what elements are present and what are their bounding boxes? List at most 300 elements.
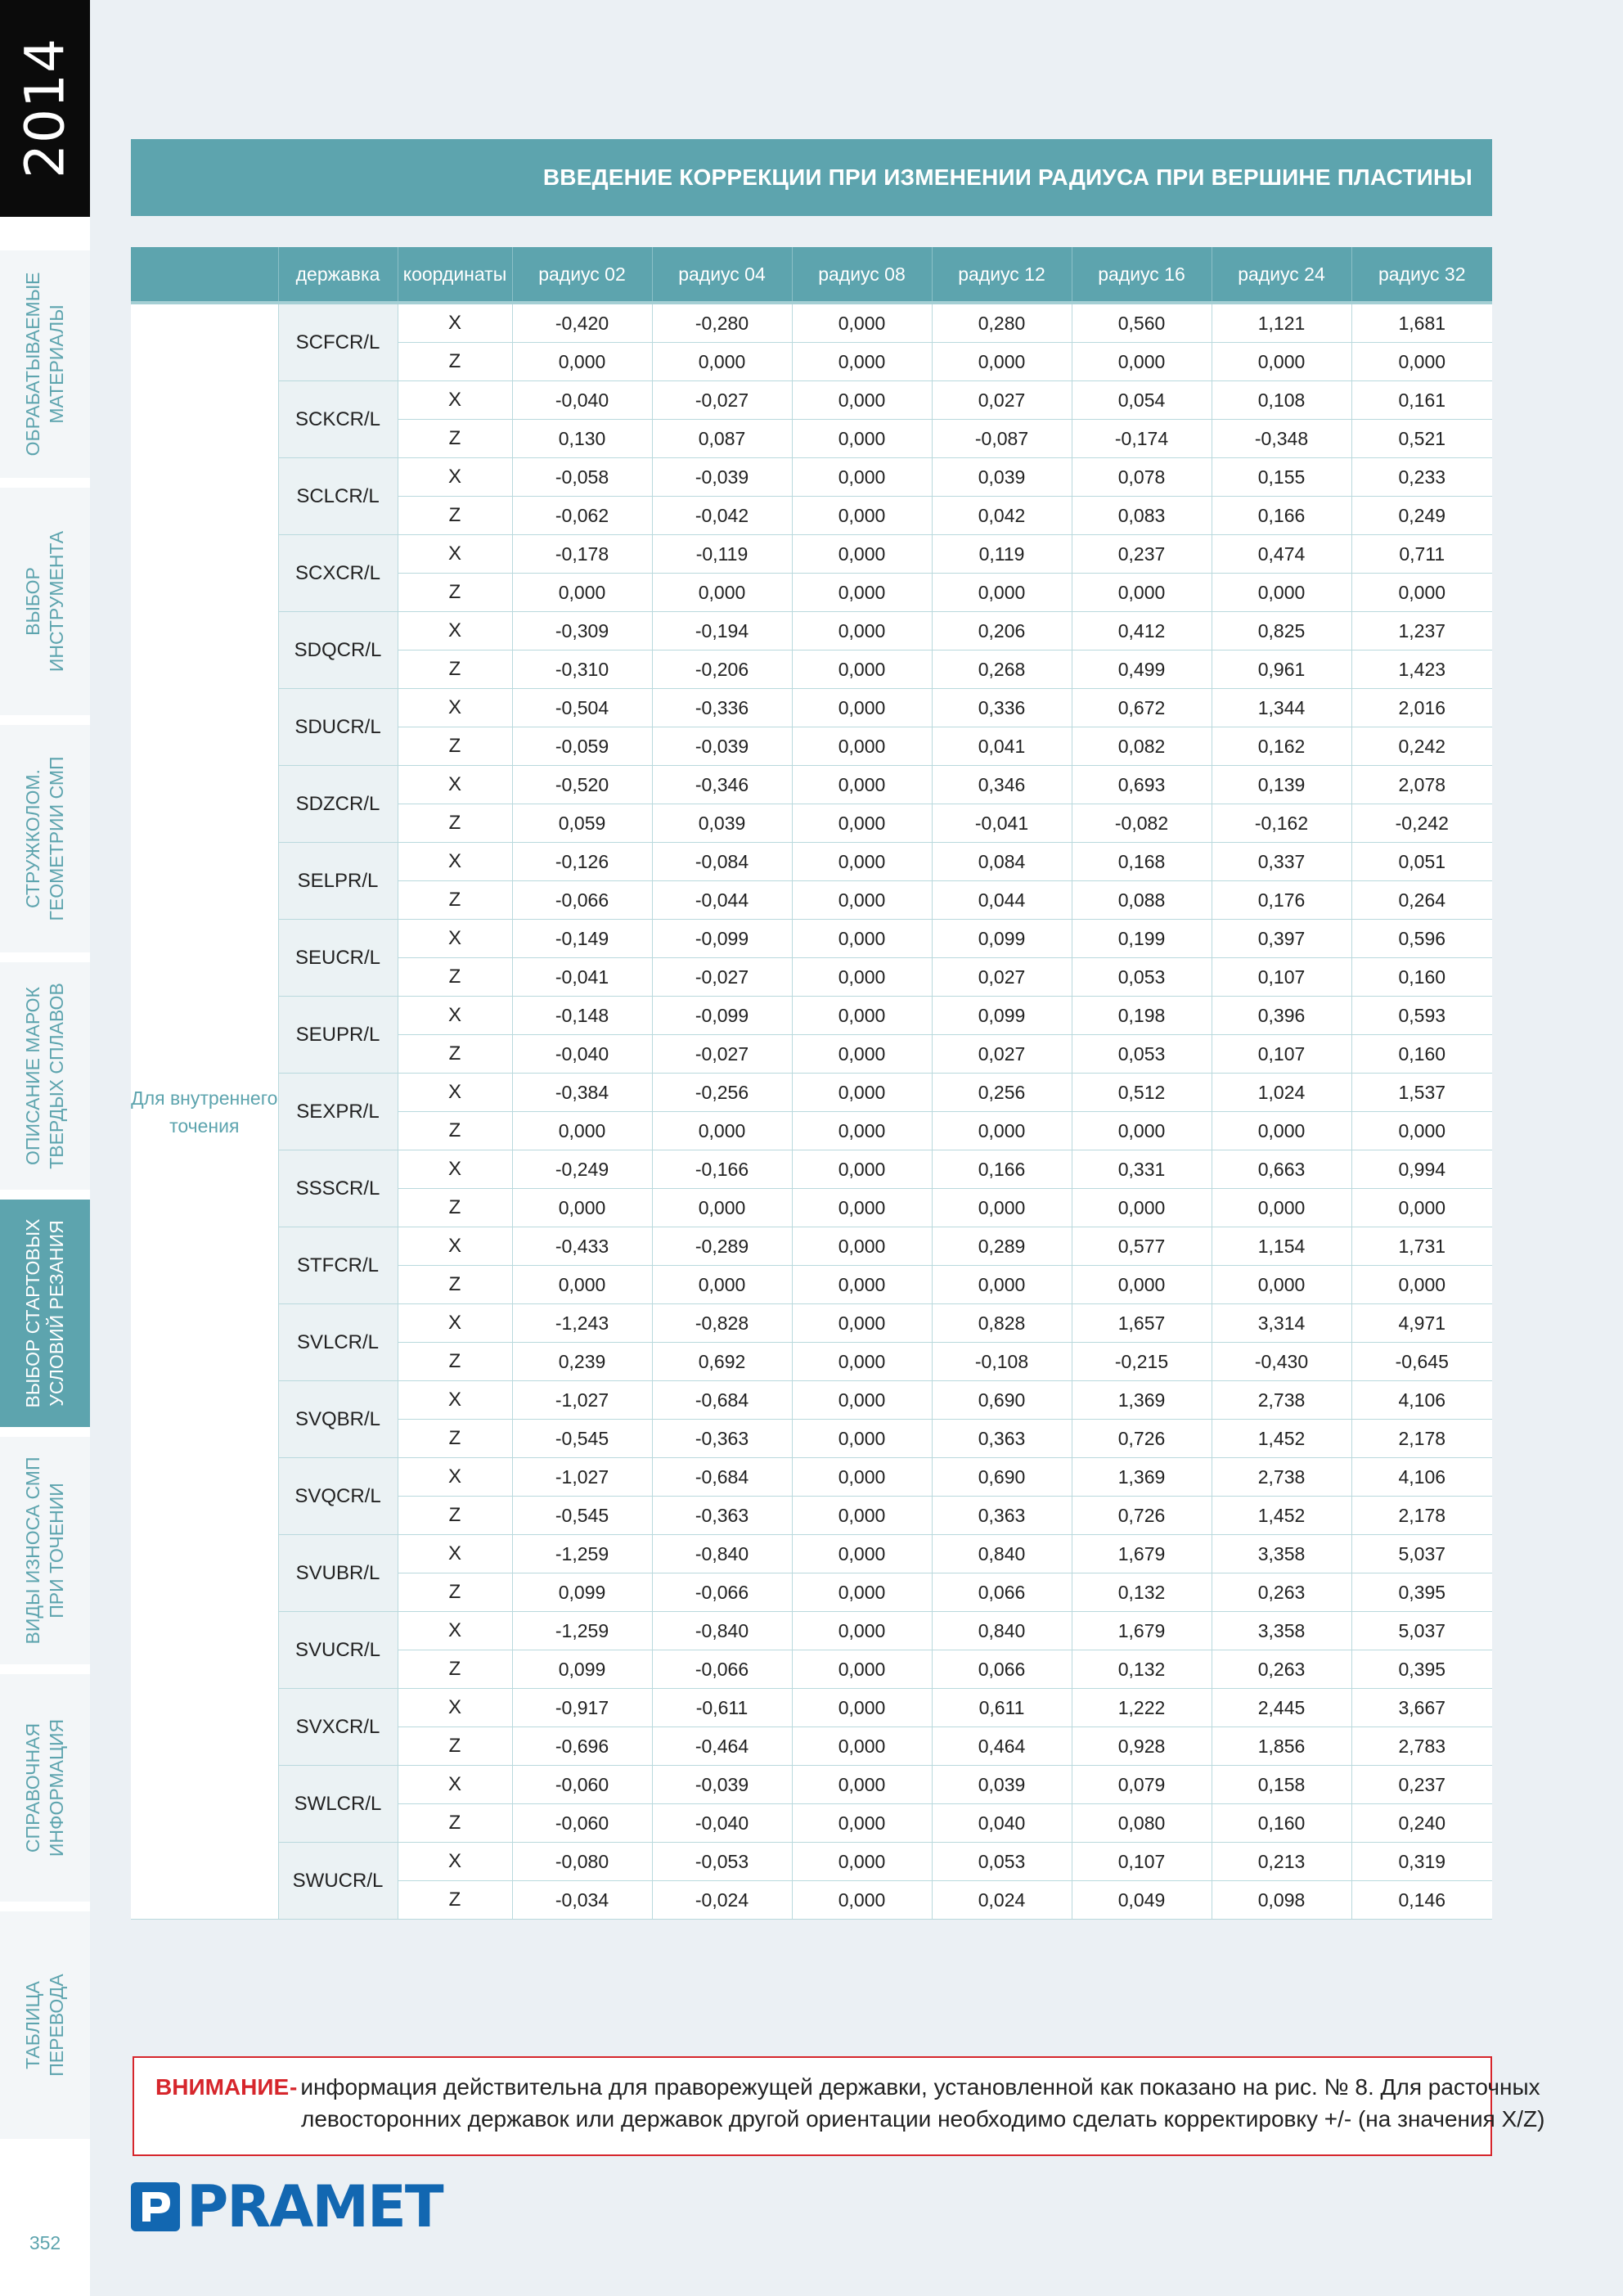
value-cell: -0,174 (1072, 420, 1212, 458)
coordinate-cell: X (398, 920, 512, 958)
value-cell: 1,731 (1351, 1227, 1492, 1266)
value-cell: -0,336 (652, 689, 792, 727)
value-cell: 0,840 (932, 1535, 1072, 1573)
warning-label: ВНИМАНИЕ (155, 2074, 290, 2100)
group-label: Для внутреннего точения (131, 303, 278, 1920)
value-cell: 0,000 (1072, 574, 1212, 612)
value-cell: 0,059 (512, 804, 652, 843)
column-header (131, 247, 278, 303)
value-cell: 0,000 (512, 1266, 652, 1304)
value-cell: -0,062 (512, 497, 652, 535)
value-cell: 0,000 (792, 1612, 932, 1650)
value-cell: 0,040 (932, 1804, 1072, 1843)
warning-text (290, 2071, 1545, 2135)
value-cell: -1,027 (512, 1381, 652, 1420)
holder-cell: SVQCR/L (278, 1458, 398, 1535)
value-cell: 0,000 (792, 535, 932, 574)
value-cell: 1,856 (1212, 1727, 1351, 1766)
value-cell: 0,000 (792, 1458, 932, 1497)
value-cell: 0,000 (1072, 1266, 1212, 1304)
value-cell: 2,783 (1351, 1727, 1492, 1766)
value-cell: 0,080 (1072, 1804, 1212, 1843)
sidebar (0, 0, 90, 2296)
value-cell: -0,080 (512, 1843, 652, 1881)
table-row (131, 1304, 1492, 1343)
value-cell: 0,000 (1351, 343, 1492, 381)
value-cell: 0,051 (1351, 843, 1492, 881)
coordinate-cell: X (398, 689, 512, 727)
sidebar-tab-5[interactable] (0, 1195, 90, 1427)
value-cell: -0,053 (652, 1843, 792, 1881)
value-cell: 0,000 (932, 1189, 1072, 1227)
section-title: ВВЕДЕНИЕ КОРРЕКЦИИ ПРИ ИЗМЕНЕНИИ РАДИУСА ПРИ ВЕРШИНЕ ПЛАСТИНЫ (542, 164, 1472, 190)
table-row (131, 1689, 1492, 1727)
value-cell: 0,337 (1212, 843, 1351, 881)
value-cell: 2,738 (1212, 1381, 1351, 1420)
value-cell: 0,994 (1351, 1150, 1492, 1189)
coordinate-cell: Z (398, 574, 512, 612)
value-cell: -0,206 (652, 651, 792, 689)
value-cell: 0,084 (932, 843, 1072, 881)
value-cell: -0,289 (652, 1227, 792, 1266)
value-cell: 0,000 (932, 343, 1072, 381)
value-cell: -0,684 (652, 1381, 792, 1420)
value-cell: 0,000 (512, 1112, 652, 1150)
value-cell: 0,161 (1351, 381, 1492, 420)
column-header: радиус 04 (652, 247, 792, 303)
value-cell: -0,060 (512, 1804, 652, 1843)
value-cell: 0,053 (1072, 958, 1212, 997)
value-cell: 0,000 (792, 1535, 932, 1573)
value-cell: -0,840 (652, 1535, 792, 1573)
value-cell: 0,168 (1072, 843, 1212, 881)
value-cell: 0,346 (932, 766, 1072, 804)
value-cell: 0,319 (1351, 1843, 1492, 1881)
logo-text: PRAMET (187, 2173, 443, 2240)
holder-cell: SCFCR/L (278, 303, 398, 381)
value-cell: -0,027 (652, 381, 792, 420)
value-cell: 1,222 (1072, 1689, 1212, 1727)
holder-cell: SEUPR/L (278, 997, 398, 1074)
table-row (131, 458, 1492, 497)
value-cell: 0,280 (932, 303, 1072, 343)
value-cell: 0,242 (1351, 727, 1492, 766)
value-cell: -0,058 (512, 458, 652, 497)
value-cell: 0,160 (1351, 1035, 1492, 1074)
value-cell: 0,087 (652, 420, 792, 458)
value-cell: 2,016 (1351, 689, 1492, 727)
value-cell: 0,726 (1072, 1420, 1212, 1458)
value-cell: -0,696 (512, 1727, 652, 1766)
coordinate-cell: Z (398, 1497, 512, 1535)
value-cell: 0,083 (1072, 497, 1212, 535)
table-row (131, 689, 1492, 727)
value-cell: 0,000 (512, 343, 652, 381)
coordinate-cell: Z (398, 420, 512, 458)
page-number: 352 (29, 2232, 61, 2253)
value-cell: -0,348 (1212, 420, 1351, 458)
value-cell: 3,314 (1212, 1304, 1351, 1343)
value-cell: 0,107 (1072, 1843, 1212, 1881)
value-cell: 0,593 (1351, 997, 1492, 1035)
table-row (131, 766, 1492, 804)
value-cell: -0,828 (652, 1304, 792, 1343)
value-cell: -0,430 (1212, 1343, 1351, 1381)
value-cell: 1,679 (1072, 1612, 1212, 1650)
value-cell: 0,336 (932, 689, 1072, 727)
value-cell: 0,039 (652, 804, 792, 843)
value-cell: 0,000 (1351, 1112, 1492, 1150)
value-cell: 0,464 (932, 1727, 1072, 1766)
value-cell: -0,149 (512, 920, 652, 958)
value-cell: -0,166 (652, 1150, 792, 1189)
value-cell: 0,263 (1212, 1573, 1351, 1612)
value-cell: -0,087 (932, 420, 1072, 458)
table-row (131, 1535, 1492, 1573)
coordinate-cell: X (398, 1843, 512, 1881)
value-cell: 0,000 (792, 1804, 932, 1843)
value-cell: 0,155 (1212, 458, 1351, 497)
value-cell: 0,166 (1212, 497, 1351, 535)
value-cell: 0,088 (1072, 881, 1212, 920)
value-cell: 0,263 (1212, 1650, 1351, 1689)
sidebar-tab-label: ВЫБОР СТАРТОВЫХ УСЛОВИЙ РЕЗАНИЯ (22, 1218, 67, 1408)
value-cell: 0,693 (1072, 766, 1212, 804)
holder-cell: SCXCR/L (278, 535, 398, 612)
value-cell: 0,396 (1212, 997, 1351, 1035)
value-cell: 0,000 (932, 574, 1072, 612)
value-cell: 1,452 (1212, 1497, 1351, 1535)
value-cell: -0,162 (1212, 804, 1351, 843)
coordinate-cell: Z (398, 1189, 512, 1227)
value-cell: 0,249 (1351, 497, 1492, 535)
value-cell: 2,178 (1351, 1420, 1492, 1458)
value-cell: 0,082 (1072, 727, 1212, 766)
value-cell: 0,256 (932, 1074, 1072, 1112)
value-cell: 0,042 (932, 497, 1072, 535)
value-cell: 0,240 (1351, 1804, 1492, 1843)
column-header: радиус 32 (1351, 247, 1492, 303)
value-cell: -0,039 (652, 1766, 792, 1804)
coordinate-cell: Z (398, 727, 512, 766)
value-cell: -0,840 (652, 1612, 792, 1650)
value-cell: 0,596 (1351, 920, 1492, 958)
value-cell: 0,146 (1351, 1881, 1492, 1920)
coordinate-cell: X (398, 612, 512, 651)
value-cell: 0,000 (792, 1266, 932, 1304)
value-cell: 0,000 (1072, 1112, 1212, 1150)
value-cell: -1,027 (512, 1458, 652, 1497)
coordinate-cell: Z (398, 1112, 512, 1150)
table-header-row (131, 247, 1492, 303)
value-cell: -0,280 (652, 303, 792, 343)
value-cell: 0,000 (1072, 343, 1212, 381)
value-cell: -0,108 (932, 1343, 1072, 1381)
coordinate-cell: Z (398, 1343, 512, 1381)
value-cell: 4,106 (1351, 1381, 1492, 1420)
value-cell: 0,690 (932, 1381, 1072, 1420)
value-cell: 0,000 (652, 1189, 792, 1227)
value-cell: 0,066 (932, 1650, 1072, 1689)
table-row (131, 1381, 1492, 1420)
value-cell: 0,672 (1072, 689, 1212, 727)
value-cell: 0,158 (1212, 1766, 1351, 1804)
value-cell: 0,000 (792, 1497, 932, 1535)
value-cell: 0,044 (932, 881, 1072, 920)
coordinate-cell: Z (398, 1420, 512, 1458)
value-cell: 0,264 (1351, 881, 1492, 920)
value-cell: 0,039 (932, 1766, 1072, 1804)
table-row (131, 997, 1492, 1035)
column-header: радиус 08 (792, 247, 932, 303)
value-cell: -0,084 (652, 843, 792, 881)
value-cell: 0,237 (1072, 535, 1212, 574)
value-cell: 0,213 (1212, 1843, 1351, 1881)
holder-cell: SDZCR/L (278, 766, 398, 843)
value-cell: 0,139 (1212, 766, 1351, 804)
value-cell: 0,000 (792, 1727, 932, 1766)
value-cell: -0,215 (1072, 1343, 1212, 1381)
value-cell: 0,000 (792, 1766, 932, 1804)
column-header: радиус 16 (1072, 247, 1212, 303)
value-cell: -0,178 (512, 535, 652, 574)
value-cell: -0,099 (652, 997, 792, 1035)
value-cell: 0,363 (932, 1420, 1072, 1458)
coordinate-cell: X (398, 1304, 512, 1343)
value-cell: -0,520 (512, 766, 652, 804)
pramet-p-icon (131, 2182, 180, 2231)
coordinate-cell: Z (398, 804, 512, 843)
coordinate-cell: X (398, 458, 512, 497)
value-cell: -0,059 (512, 727, 652, 766)
value-cell: 0,000 (652, 574, 792, 612)
value-cell: -0,024 (652, 1881, 792, 1920)
value-cell: 0,000 (792, 997, 932, 1035)
table-row (131, 1612, 1492, 1650)
sidebar-tab-8[interactable] (0, 1907, 90, 2139)
holder-cell: SVUCR/L (278, 1612, 398, 1689)
holder-cell: SVLCR/L (278, 1304, 398, 1381)
value-cell: 0,690 (932, 1458, 1072, 1497)
value-cell: 0,162 (1212, 727, 1351, 766)
table-row (131, 535, 1492, 574)
holder-cell: SWLCR/L (278, 1766, 398, 1843)
value-cell: 1,423 (1351, 651, 1492, 689)
value-cell: 0,000 (792, 920, 932, 958)
coordinate-cell: Z (398, 1035, 512, 1074)
value-cell: 0,000 (792, 1227, 932, 1266)
section-header (131, 139, 1492, 216)
value-cell: 0,000 (1212, 1112, 1351, 1150)
value-cell: -0,060 (512, 1766, 652, 1804)
value-cell: 0,000 (792, 1381, 932, 1420)
value-cell: 0,000 (792, 1304, 932, 1343)
value-cell: -0,126 (512, 843, 652, 881)
sidebar-tab-3[interactable] (0, 720, 90, 952)
value-cell: 0,166 (932, 1150, 1072, 1189)
holder-cell: SVXCR/L (278, 1689, 398, 1766)
sidebar-tab-6[interactable] (0, 1432, 90, 1664)
value-cell: 0,395 (1351, 1573, 1492, 1612)
value-cell: 2,445 (1212, 1689, 1351, 1727)
value-cell: -1,259 (512, 1535, 652, 1573)
value-cell: -0,040 (512, 1035, 652, 1074)
sidebar-tab-7[interactable] (0, 1669, 90, 1902)
coordinate-cell: X (398, 1535, 512, 1573)
value-cell: -1,243 (512, 1304, 652, 1343)
value-cell: 1,452 (1212, 1420, 1351, 1458)
value-cell: 0,560 (1072, 303, 1212, 343)
value-cell: 0,000 (1212, 343, 1351, 381)
value-cell: -0,039 (652, 458, 792, 497)
value-cell: 1,154 (1212, 1227, 1351, 1266)
value-cell: 0,000 (792, 303, 932, 343)
value-cell: 0,233 (1351, 458, 1492, 497)
table-row (131, 303, 1492, 343)
coordinate-cell: Z (398, 1881, 512, 1920)
sidebar-tab-label: ОПИСАНИЕ МАРОК ТВЕРДЫХ СПЛАВОВ (22, 983, 67, 1169)
value-cell: -1,259 (512, 1612, 652, 1650)
holder-cell: SWUCR/L (278, 1843, 398, 1920)
table-row (131, 1843, 1492, 1881)
value-cell: 0,363 (932, 1497, 1072, 1535)
value-cell: 0,000 (792, 574, 932, 612)
value-cell: 5,037 (1351, 1535, 1492, 1573)
value-cell: 0,107 (1212, 1035, 1351, 1074)
value-cell: -0,249 (512, 1150, 652, 1189)
value-cell: -0,119 (652, 535, 792, 574)
holder-cell: SVUBR/L (278, 1535, 398, 1612)
value-cell: 0,041 (932, 727, 1072, 766)
sidebar-tab-label: ВЫБОР ИНСТРУМЕНТА (22, 530, 67, 673)
sidebar-tab-label: ТАБЛИЦА ПЕРЕВОДА (22, 1974, 67, 2077)
value-cell: 0,000 (792, 843, 932, 881)
value-cell: -0,066 (652, 1650, 792, 1689)
coordinate-cell: X (398, 303, 512, 343)
warning-dash: - (290, 2074, 298, 2100)
holder-cell: SSSCR/L (278, 1150, 398, 1227)
value-cell: -0,256 (652, 1074, 792, 1112)
value-cell: 0,000 (1351, 1189, 1492, 1227)
value-cell: -0,420 (512, 303, 652, 343)
coordinate-cell: Z (398, 1266, 512, 1304)
table-row (131, 612, 1492, 651)
value-cell: 0,199 (1072, 920, 1212, 958)
warning-body: информация действительна для праворежущей державки, установленной как показано на рис. № 8. Для расточных левосторонних державок или державок другой ориентации необходимо сделать корректировку +/- (на значения X/Z) (300, 2074, 1545, 2132)
holder-cell: SEXPR/L (278, 1074, 398, 1150)
coordinate-cell: Z (398, 1804, 512, 1843)
value-cell: 0,054 (1072, 381, 1212, 420)
value-cell: 0,132 (1072, 1650, 1212, 1689)
table-row (131, 1766, 1492, 1804)
coordinate-cell: X (398, 1150, 512, 1189)
value-cell: 0,397 (1212, 920, 1351, 958)
table-row (131, 920, 1492, 958)
value-cell: -0,504 (512, 689, 652, 727)
value-cell: 0,066 (932, 1573, 1072, 1612)
table-row (131, 1227, 1492, 1266)
coordinate-cell: Z (398, 1573, 512, 1612)
value-cell: -0,611 (652, 1689, 792, 1727)
value-cell: -0,066 (512, 881, 652, 920)
value-cell: 0,000 (792, 420, 932, 458)
value-cell: 1,024 (1212, 1074, 1351, 1112)
value-cell: 0,119 (932, 535, 1072, 574)
holder-cell: SCLCR/L (278, 458, 398, 535)
value-cell: 1,369 (1072, 1381, 1212, 1420)
value-cell: -0,346 (652, 766, 792, 804)
coordinate-cell: X (398, 1227, 512, 1266)
coordinate-cell: Z (398, 497, 512, 535)
value-cell: 0,577 (1072, 1227, 1212, 1266)
column-header: координаты (398, 247, 512, 303)
table-row (131, 1458, 1492, 1497)
column-header: радиус 12 (932, 247, 1072, 303)
value-cell: 0,027 (932, 1035, 1072, 1074)
value-cell: -0,464 (652, 1727, 792, 1766)
value-cell: -0,363 (652, 1497, 792, 1535)
sidebar-tab-1[interactable] (0, 245, 90, 478)
value-cell: -0,082 (1072, 804, 1212, 843)
value-cell: 0,000 (792, 1573, 932, 1612)
value-cell: 3,667 (1351, 1689, 1492, 1727)
value-cell: 0,078 (1072, 458, 1212, 497)
value-cell: -0,042 (652, 497, 792, 535)
value-cell: 1,344 (1212, 689, 1351, 727)
column-header: радиус 02 (512, 247, 652, 303)
value-cell: 2,738 (1212, 1458, 1351, 1497)
value-cell: 0,000 (512, 574, 652, 612)
value-cell: 0,000 (792, 1112, 932, 1150)
value-cell: 0,000 (1351, 1266, 1492, 1304)
value-cell: 0,000 (792, 1881, 932, 1920)
sidebar-tab-4[interactable] (0, 957, 90, 1190)
value-cell: -0,099 (652, 920, 792, 958)
year-label: 2014 (13, 38, 77, 178)
value-cell: 4,971 (1351, 1304, 1492, 1343)
value-cell: 0,039 (932, 458, 1072, 497)
table-body (131, 303, 1492, 1920)
value-cell: 0,027 (932, 958, 1072, 997)
value-cell: 0,268 (932, 651, 1072, 689)
value-cell: 0,108 (1212, 381, 1351, 420)
value-cell: 2,078 (1351, 766, 1492, 804)
value-cell: -0,148 (512, 997, 652, 1035)
value-cell: 0,000 (792, 1650, 932, 1689)
value-cell: 0,000 (792, 1189, 932, 1227)
value-cell: 0,099 (932, 920, 1072, 958)
value-cell: 0,099 (512, 1650, 652, 1689)
sidebar-tab-2[interactable] (0, 483, 90, 715)
value-cell: 0,000 (792, 727, 932, 766)
table-row (131, 1074, 1492, 1112)
holder-cell: SCKCR/L (278, 381, 398, 458)
value-cell: 0,711 (1351, 535, 1492, 574)
value-cell: 0,237 (1351, 1766, 1492, 1804)
value-cell: 0,000 (792, 1689, 932, 1727)
value-cell: -0,684 (652, 1458, 792, 1497)
column-header: державка (278, 247, 398, 303)
table-row (131, 843, 1492, 881)
value-cell: -0,040 (652, 1804, 792, 1843)
value-cell: 0,000 (792, 1343, 932, 1381)
coordinate-cell: Z (398, 651, 512, 689)
value-cell: 0,331 (1072, 1150, 1212, 1189)
value-cell: 0,928 (1072, 1727, 1212, 1766)
value-cell: 0,000 (792, 1843, 932, 1881)
value-cell: 0,239 (512, 1343, 652, 1381)
value-cell: -0,309 (512, 612, 652, 651)
